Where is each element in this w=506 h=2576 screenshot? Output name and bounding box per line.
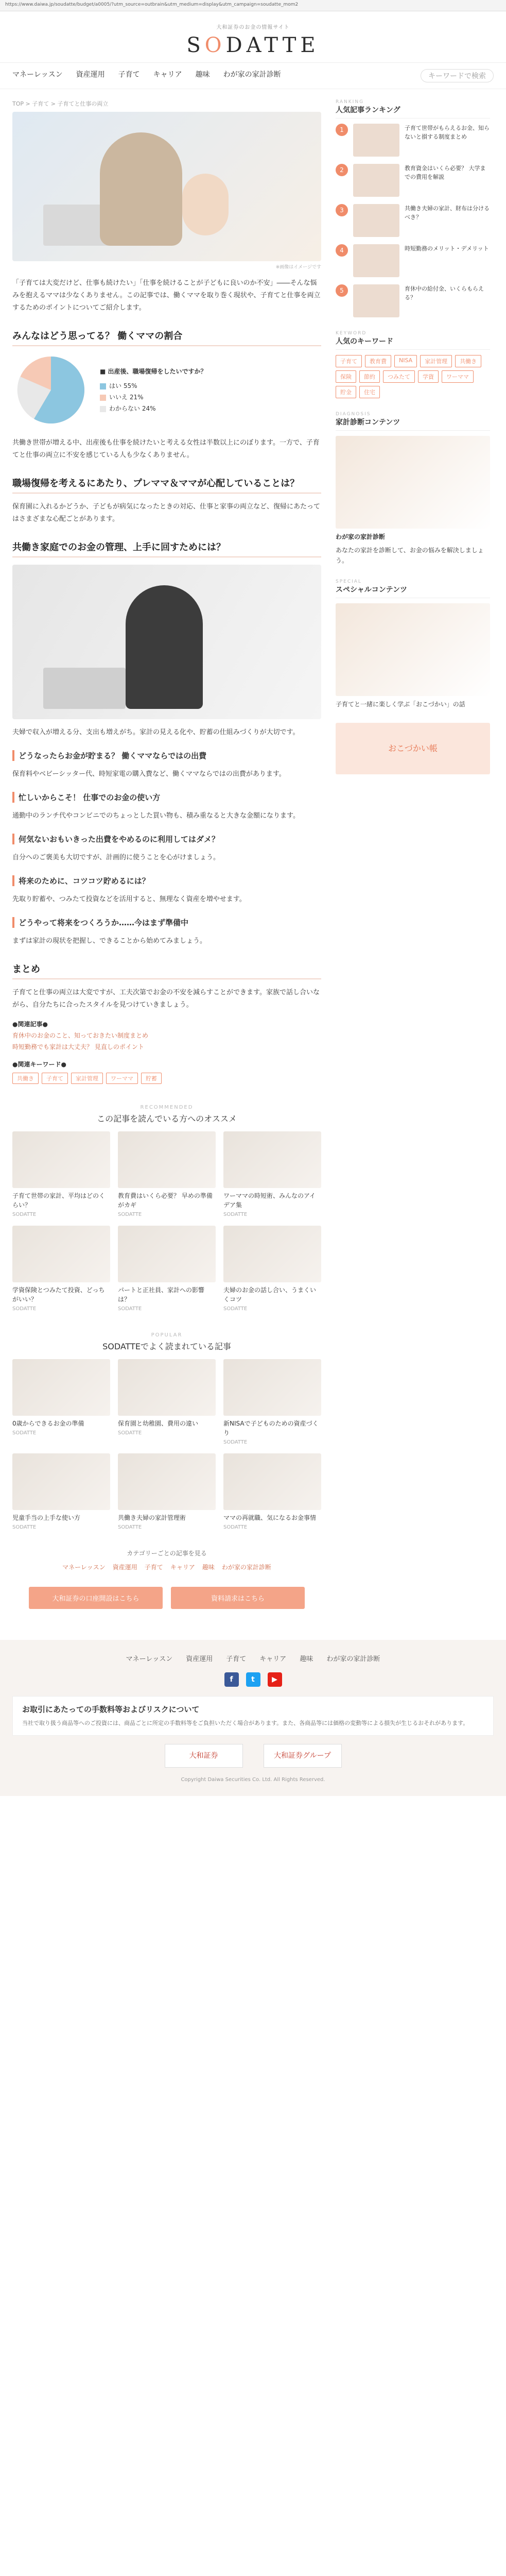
special-box[interactable] <box>336 579 490 709</box>
footer-logos <box>12 1744 494 1768</box>
search-input[interactable]: キーワードで検索 <box>421 69 494 82</box>
rank-number: 5 <box>336 284 348 297</box>
article-card[interactable] <box>12 1226 110 1312</box>
legend-item-unknown <box>100 403 207 414</box>
card-title: 0歳からできるお金の準備 <box>12 1420 84 1427</box>
article-card[interactable] <box>118 1131 216 1217</box>
footer-nav-item[interactable]: 趣味 <box>300 1655 313 1663</box>
nav-item-parenting[interactable]: 子育て <box>118 71 140 79</box>
risk-notice <box>12 1696 494 1736</box>
logo-part-3: DATTE <box>225 33 320 57</box>
ranking-item[interactable] <box>336 284 490 317</box>
rank-thumbnail <box>353 124 399 157</box>
ranking-item[interactable] <box>336 124 490 157</box>
ranking-item[interactable] <box>336 244 490 277</box>
card-title: 児童手当の上手な使い方 <box>12 1514 81 1521</box>
footer-nav-item[interactable]: わが家の家計診断 <box>326 1655 380 1663</box>
article-paragraph-4: 保育料やベビーシッター代、時短家電の購入費など、働くママならではの出費があります。 <box>12 770 286 778</box>
article-paragraph-8: まずは家計の現状を把握し、できることから始めてみましょう。 <box>12 937 207 945</box>
nav-item-investment[interactable]: 資産運用 <box>76 71 105 79</box>
photo-woman-shape <box>126 585 203 709</box>
social-links <box>12 1672 494 1687</box>
legend-swatch-no <box>100 395 106 401</box>
card-source: SODATTE <box>223 1306 248 1312</box>
card-thumbnail <box>118 1226 216 1282</box>
card-source: SODATTE <box>118 1430 142 1436</box>
article-paragraph-9: 子育てと仕事の両立は大変ですが、工夫次第でお金の不安を減らすことができます。家族で話し合いながら、自分たちに合ったスタイルを見つけていきましょう。 <box>12 989 320 1009</box>
card-thumbnail <box>223 1226 321 1282</box>
hero-caption: ※画像はイメージです <box>275 265 321 270</box>
footer-nav <box>12 1653 494 1663</box>
diagnosis-text: わが家の家計診断 <box>336 533 386 540</box>
footer-nav-item[interactable]: マネーレッスン <box>126 1655 173 1663</box>
url-bar: https://www.daiwa.jp/soudatte/budget/a0005/?utm_source=outbrain&utm_medium=display&utm_campaign=soudatte_mom2 <box>0 0 506 11</box>
related-label: ●関連記事● <box>12 1021 48 1028</box>
ranking-item[interactable] <box>336 164 490 197</box>
rank-number: 1 <box>336 124 348 136</box>
legend-label-no: いいえ 21% <box>109 394 144 401</box>
footer-nav-item[interactable]: キャリア <box>259 1655 287 1663</box>
tag-item[interactable]: 家計管理 <box>71 1073 103 1084</box>
youtube-icon[interactable]: ▶ <box>268 1672 282 1687</box>
recommended-en: RECOMMENDED <box>140 1105 194 1110</box>
section-heading-3: 共働き家庭でのお金の管理、上手に回すためには？ <box>12 540 321 557</box>
article-paragraph-1: 共働き世帯が増える中、出産後も仕事を続けたいと考える女性は半数以上にのぼります。一方で、子育てと仕事の両立に不安を感じている人も少なくありません。 <box>12 439 320 459</box>
card-title: パートと正社員、家計への影響は？ <box>118 1286 205 1303</box>
rank-number: 3 <box>336 204 348 216</box>
special-title <box>336 579 490 598</box>
card-title: 学資保険とつみたて投資、どっちがいい？ <box>12 1286 105 1303</box>
legend-label-unknown: わからない 24% <box>109 405 156 412</box>
card-title: 子育て世帯の家計、平均はどのくらい？ <box>12 1192 106 1209</box>
site-header <box>0 11 506 62</box>
subheading-5: どうやって将来をつくろうか……今はまず準備中 <box>12 917 321 928</box>
legend-swatch-unknown <box>100 406 106 412</box>
subheading-2: 忙しいからこそ！ 仕事でのお金の使い方 <box>12 792 321 803</box>
rank-thumbnail <box>353 164 399 197</box>
cta-buttons <box>12 1587 321 1609</box>
hero-image <box>12 112 321 261</box>
article-card[interactable] <box>118 1453 216 1530</box>
article-paragraph-7: 先取り貯蓄や、つみたて投資などを活用すると、無理なく資産を増やせます。 <box>12 895 246 903</box>
subheading-1: どうなったらお金が貯まる？ 働くママならではの出費 <box>12 750 321 761</box>
rank-thumbnail <box>353 284 399 317</box>
ranking-box <box>336 99 490 317</box>
article-card[interactable] <box>12 1131 110 1217</box>
nav-item-money[interactable]: マネーレッスン <box>12 71 63 79</box>
site-tagline: 大和証券のお金の情報サイト <box>216 25 290 30</box>
keyword-en: KEYWORD <box>336 331 367 336</box>
rank-title: 共働き夫婦の家計、財布は分けるべき？ <box>405 205 490 221</box>
card-source: SODATTE <box>118 1212 142 1217</box>
pie-title: ■ 出産後、職場復帰をしたいですか？ <box>100 368 207 375</box>
footer-nav-item[interactable]: 資産運用 <box>186 1655 213 1663</box>
card-title: ママの再就職、気になるお金事情 <box>223 1514 317 1521</box>
legend-label-yes: はい 55% <box>109 382 137 389</box>
tag-item[interactable]: 共働き <box>12 1073 39 1084</box>
recommended-header <box>12 1105 321 1124</box>
rank-number: 2 <box>336 164 348 176</box>
article-lead: 「子育ては大変だけど、仕事も続けたい」「仕事を続けることが子どもに良いのか不安」――そんな悩みを抱えるママは少なくありません。この記事では、働くママを取り巻く現状や、子育てと仕事を両立するためのポイントについてご紹介します。 <box>12 279 321 312</box>
category-link[interactable]: 子育て <box>144 1564 163 1571</box>
special-image <box>336 603 490 696</box>
keyword-tag[interactable]: つみたて <box>383 370 415 383</box>
keyword-tag[interactable]: 教育費 <box>365 355 391 367</box>
card-title: ワーママの時短術、みんなのアイデア集 <box>223 1192 316 1209</box>
card-title: 共働き夫婦の家計管理術 <box>118 1514 186 1521</box>
card-thumbnail <box>223 1131 321 1188</box>
card-source: SODATTE <box>223 1524 248 1530</box>
section-heading-2: 職場復帰を考えるにあたり、プレママ＆ママが心配していることは？ <box>12 476 321 494</box>
facebook-icon[interactable]: f <box>224 1672 239 1687</box>
photo-desk-shape <box>43 668 126 709</box>
footer <box>0 1640 506 1796</box>
keyword-list <box>336 355 490 398</box>
article-card[interactable] <box>12 1359 110 1445</box>
card-thumbnail <box>12 1226 110 1282</box>
card-title: 新NISAで子どものための資産づくり <box>223 1420 319 1436</box>
card-thumbnail <box>223 1359 321 1416</box>
category-link[interactable]: マネーレッスン <box>62 1564 106 1571</box>
diagnosis-sub: あなたの家計を診断して、お金の悩みを解決しましょう。 <box>336 547 484 564</box>
special-heading: スペシャルコンテンツ <box>336 586 408 594</box>
tag-item[interactable]: 貯蓄 <box>141 1073 162 1084</box>
category-links <box>12 1563 321 1571</box>
logo-part-1: S <box>186 33 205 57</box>
article-paragraph-3: 夫婦で収入が増える分、支出も増えがち。家計の見える化や、貯蓄の仕組みづくりが大切です。 <box>12 728 300 736</box>
article-photo <box>12 565 321 719</box>
article-paragraph-2: 保育園に入れるかどうか、子どもが病気になったときの対応、仕事と家事の両立など、復帰にあたってはさまざまな心配ごとがあります。 <box>12 503 321 523</box>
tag-item[interactable]: ワーママ <box>106 1073 138 1084</box>
rank-number: 4 <box>336 244 348 257</box>
rank-title: 教育資金はいくら必要？ 大学までの費用を解説 <box>405 165 486 180</box>
special-en: SPECIAL <box>336 579 362 584</box>
hero-mother-shape <box>100 132 182 246</box>
recommended-cards <box>12 1131 321 1312</box>
popular-en: POPULAR <box>151 1332 183 1338</box>
ranking-title <box>336 99 490 118</box>
request-document-button[interactable]: 資料請求はこちら <box>171 1587 305 1609</box>
tags-label: ●関連キーワード● <box>12 1061 66 1068</box>
article-card[interactable] <box>118 1359 216 1445</box>
card-source: SODATTE <box>12 1430 37 1436</box>
article-card[interactable] <box>12 1453 110 1530</box>
site-logo[interactable] <box>0 33 506 57</box>
popular-title: SODATTEでよく読まれている記事 <box>102 1342 231 1351</box>
ranking-heading: 人気記事ランキング <box>336 106 400 114</box>
related-articles <box>12 1019 321 1053</box>
keyword-title <box>336 331 490 350</box>
category-link[interactable]: キャリア <box>170 1564 195 1571</box>
category-link[interactable]: わが家の家計診断 <box>221 1564 271 1571</box>
risk-notice-title: お取引にあたっての手数料等およびリスクについて <box>22 1705 200 1714</box>
rank-title: 時短勤務のメリット・デメリット <box>405 245 489 252</box>
breadcrumb[interactable]: TOP > 子育て > 子育てと仕事の両立 <box>12 100 109 107</box>
keyword-tag[interactable]: NISA <box>394 355 417 367</box>
footer-nav-item[interactable]: 子育て <box>226 1655 247 1663</box>
card-thumbnail <box>118 1359 216 1416</box>
diagnosis-en: DIAGNOSIS <box>336 412 371 417</box>
risk-notice-body: 当社で取り扱う商品等へのご投資には、商品ごとに所定の手数料等をご負担いただく場合があります。また、各商品等には価格の変動等による損失が生じるおそれがあります。 <box>22 1720 469 1726</box>
article-paragraph-5: 通勤中のランチ代やコンビニでのちょっとした買い物も、積み重なると大きな金額になります。 <box>12 812 300 820</box>
categories-label: カテゴリーごとの記事を見る <box>127 1550 207 1557</box>
keyword-heading: 人気のキーワード <box>336 337 393 346</box>
popular-cards <box>12 1359 321 1530</box>
card-source: SODATTE <box>223 1439 248 1445</box>
card-thumbnail <box>12 1359 110 1416</box>
ranking-item[interactable] <box>336 204 490 237</box>
nav-item-hobby[interactable]: 趣味 <box>195 71 210 79</box>
legend-swatch-yes <box>100 383 106 389</box>
daiwa-group-logo[interactable]: 大和証券グループ <box>264 1744 342 1768</box>
category-link[interactable]: 趣味 <box>202 1564 215 1571</box>
category-link[interactable]: 資産運用 <box>112 1564 137 1571</box>
rank-thumbnail <box>353 244 399 277</box>
card-source: SODATTE <box>223 1212 248 1217</box>
twitter-icon[interactable]: t <box>246 1672 260 1687</box>
article-card[interactable] <box>223 1359 321 1445</box>
keyword-tag[interactable]: 保険 <box>336 370 356 383</box>
pie-legend <box>100 366 207 414</box>
pie-figure <box>12 351 321 429</box>
keyword-tag[interactable]: 学資 <box>418 370 439 383</box>
article-paragraph-6: 自分へのご褒美も大切ですが、計画的に使うことを心がけましょう。 <box>12 854 220 861</box>
sidebar <box>336 99 490 1624</box>
keyword-tag[interactable]: 貯金 <box>336 386 356 398</box>
card-thumbnail <box>118 1131 216 1188</box>
card-thumbnail <box>223 1453 321 1510</box>
special-text: 子育てと一緒に楽しく学ぶ「おこづかい」の話 <box>336 701 465 708</box>
card-title: 保育園と幼稚園、費用の違い <box>118 1420 199 1427</box>
diagnosis-box[interactable] <box>336 412 490 566</box>
nav-item-diagnosis[interactable]: わが家の家計診断 <box>223 71 281 79</box>
logo-part-2: O <box>204 33 226 57</box>
keyword-box <box>336 331 490 398</box>
article-card[interactable] <box>223 1131 321 1217</box>
keyword-tag[interactable]: 家計管理 <box>420 355 452 367</box>
keyword-tag[interactable]: 節約 <box>359 370 380 383</box>
diagnosis-heading: 家計診断コンテンツ <box>336 418 400 427</box>
hero-child-shape <box>182 174 229 235</box>
card-title: 夫婦のお金の話し合い、うまくいくコツ <box>223 1286 317 1303</box>
ranking-en: RANKING <box>336 99 364 105</box>
rank-title: 育休中の給付金、いくらもらえる？ <box>405 285 484 301</box>
daiwa-logo[interactable]: 大和証券 <box>165 1744 243 1768</box>
content-layout <box>0 89 506 1624</box>
tag-item[interactable]: 子育て <box>42 1073 68 1084</box>
article-card[interactable] <box>223 1453 321 1530</box>
card-thumbnail <box>12 1131 110 1188</box>
related-link-1[interactable]: 育休中のお金のこと、知っておきたい制度まとめ <box>12 1032 149 1039</box>
pie-chart <box>12 351 90 429</box>
card-thumbnail <box>118 1453 216 1510</box>
card-source: SODATTE <box>118 1306 142 1312</box>
keyword-tag[interactable]: 子育て <box>336 355 362 367</box>
card-title: 教育費はいくら必要？ 早めの準備がカギ <box>118 1192 213 1209</box>
subheading-4: 将来のために、コツコツ貯めるには？ <box>12 875 321 886</box>
rank-thumbnail <box>353 204 399 237</box>
keyword-tag[interactable]: 共働き <box>455 355 481 367</box>
diagnosis-title <box>336 412 490 431</box>
article-card[interactable] <box>118 1226 216 1312</box>
card-source: SODATTE <box>12 1306 37 1312</box>
card-thumbnail <box>12 1453 110 1510</box>
global-nav <box>0 62 506 89</box>
card-source: SODATTE <box>12 1524 37 1530</box>
legend-item-yes <box>100 380 207 392</box>
related-link-2[interactable]: 時短勤務でも家計は大丈夫？ 見直しのポイント <box>12 1043 144 1050</box>
allowance-banner[interactable]: おこづかい帳 <box>336 723 490 774</box>
keyword-tag[interactable]: ワーママ <box>442 370 474 383</box>
keyword-tag[interactable]: 住宅 <box>359 386 380 398</box>
subheading-3: 何気ないおもいきった出費をやめるのに利用してはダメ？ <box>12 834 321 844</box>
tag-list <box>12 1073 321 1084</box>
recommended-title: この記事を読んでいる方へのオススメ <box>97 1114 237 1124</box>
card-source: SODATTE <box>12 1212 37 1217</box>
article-main <box>12 99 321 1624</box>
rank-title: 子育て世帯がもらえるお金、知らないと損する制度まとめ <box>405 125 490 140</box>
article-card[interactable] <box>223 1226 321 1312</box>
diagnosis-image <box>336 436 490 529</box>
section-heading-summary: まとめ <box>12 962 321 979</box>
popular-header <box>12 1332 321 1352</box>
section-heading-1: みんなはどう思ってる？ 働くママの割合 <box>12 329 321 346</box>
nav-item-career[interactable]: キャリア <box>153 71 182 79</box>
legend-item-no <box>100 392 207 403</box>
copyright: Copyright Daiwa Securities Co. Ltd. All Rights Reserved. <box>181 1777 325 1783</box>
card-source: SODATTE <box>118 1524 142 1530</box>
open-account-button[interactable]: 大和証券の口座開設はこちら <box>29 1587 163 1609</box>
